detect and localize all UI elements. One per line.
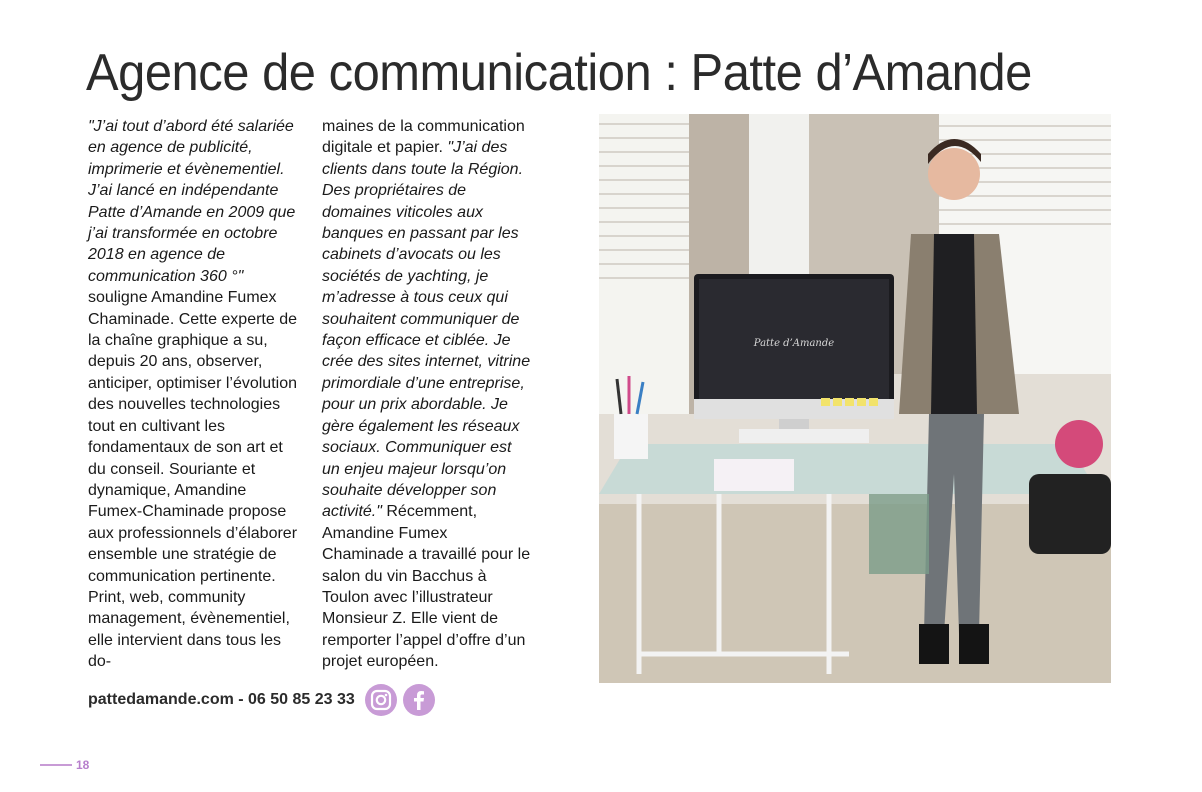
article-column-1 — [88, 116, 298, 673]
instagram-icon[interactable] — [365, 684, 397, 716]
page-number-rule — [40, 764, 72, 766]
page-number-text: 18 — [76, 758, 90, 772]
column-1-text: souligne Amandine Fumex Chaminade. Cette experte de la chaîne graphique a su, depuis 20 ans, observer, anticiper, optimiser l’évolution des nouvelles technologies tout en cultivant les fondamentaux de son art et du conseil. Souriante et dynamique, Amandine Fumex-Chaminade propose aux professionnels d’élaborer ensemble une stratégie de communication pertinente. Print, web, community management, évènementiel, elle intervient dans tous les do- — [88, 289, 298, 671]
contact-info[interactable]: pattedamande.com - 06 50 85 23 33 — [88, 691, 355, 708]
page-number — [40, 758, 89, 772]
portrait-photo — [599, 114, 1111, 683]
article-title: Agence de communication : Patte d’Amande — [86, 44, 1032, 102]
quote-opening: "J’ai tout d’abord été salariée en agence de publicité, imprimerie et évènementiel. J’ai lancé en indépendante Patte d’Amande en 2009 que j’ai transformée en octobre 2018 en agence de communication 360 °" — [88, 118, 296, 285]
column-2-text-b: Récemment, Amandine Fumex Chaminade a travaillé pour le salon du vin Bacchus à Toulon avec l’illustrateur Monsieur Z. Elle vient de remporter l’appel d’offre d’un projet européen. — [322, 503, 531, 671]
quote-clients: "J’ai des clients dans toute la Région. Des propriétaires de domaines viticoles aux banques en passant par les cabinets d’avocats ou les sociétés de yachting, je m’adresse à tous ceux qui souhaitent communiquer de façon efficace et ciblée. Je crée des sites internet, vitrine primordiale d’une entreprise, pour un prix abordable. Je gère également les réseaux sociaux. Communiquer est un enjeu majeur lorsqu’on souhaite développer son activité." — [322, 139, 531, 521]
facebook-glyph — [408, 689, 430, 711]
contact-footer — [88, 680, 435, 720]
article-column-2 — [322, 116, 532, 673]
column-2-text-a: maines de la communication digitale et papier. — [322, 118, 525, 157]
screen-text: Patte d’Amande — [753, 338, 835, 349]
facebook-icon[interactable] — [403, 684, 435, 716]
column-2-paragraph — [322, 116, 532, 673]
office-scene-illustration — [599, 114, 1111, 683]
instagram-glyph — [370, 689, 392, 711]
column-1-paragraph — [88, 116, 298, 673]
